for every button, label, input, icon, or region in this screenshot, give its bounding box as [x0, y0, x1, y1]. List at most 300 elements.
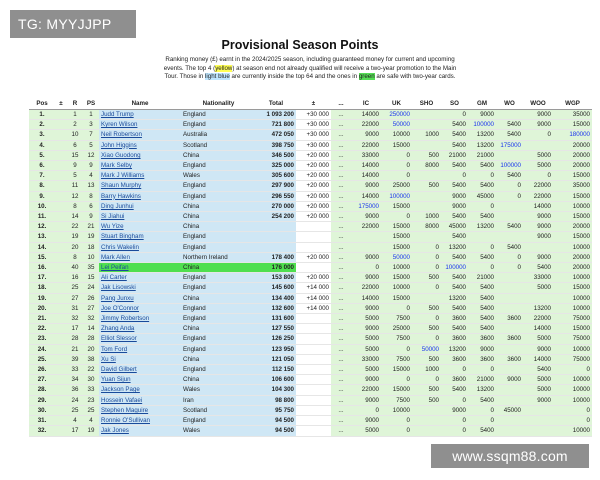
cell-name[interactable]: Si Jiahui [99, 212, 181, 222]
cell-rank-change [55, 222, 67, 232]
cell-wgp: 75000 [553, 334, 592, 344]
cell-wgp: 10000 [553, 375, 592, 385]
cell-woo [523, 416, 553, 426]
cell-pos: 15. [29, 252, 55, 262]
table-row [29, 120, 592, 130]
col-header-ellipsis: ... [331, 99, 351, 110]
cell-wo: 0 [496, 181, 523, 191]
cell-chg [296, 426, 331, 436]
cell-wo [496, 293, 523, 303]
cell-ic: 9000 [351, 303, 381, 313]
cell-ic: 5000 [351, 365, 381, 375]
cell-name[interactable]: Xiao Guodong [99, 150, 181, 160]
cell-r: 10 [67, 130, 83, 140]
cell-r: 33 [67, 365, 83, 375]
cell-ps: 7 [83, 130, 99, 140]
cell-ps: 35 [83, 263, 99, 273]
cell-pos: 10. [29, 201, 55, 211]
cell-woo: 33000 [523, 273, 553, 283]
cell-nat: England [181, 191, 256, 201]
cell-dots: ... [331, 324, 351, 334]
cell-name[interactable]: Lei Peifan [99, 263, 181, 273]
cell-rank-change [55, 405, 67, 415]
cell-name[interactable]: Jak Jones [99, 426, 181, 436]
cell-woo: 9000 [523, 252, 553, 262]
cell-nat: England [181, 232, 256, 242]
cell-so: 9000 [441, 201, 468, 211]
cell-woo [523, 405, 553, 415]
cell-gm: 0 [468, 416, 496, 426]
cell-total [256, 222, 296, 232]
cell-name[interactable]: Jimmy Robertson [99, 314, 181, 324]
cell-dots: ... [331, 110, 351, 120]
cell-nat: China [181, 201, 256, 211]
table-row [29, 201, 592, 211]
cell-woo [523, 293, 553, 303]
cell-total: 296 550 [256, 191, 296, 201]
cell-name[interactable]: Barry Hawkins [99, 191, 181, 201]
cell-pos: 32. [29, 426, 55, 436]
cell-chg [296, 263, 331, 273]
col-header-r[interactable]: R [67, 99, 83, 110]
cell-ps: 20 [83, 344, 99, 354]
cell-r: 28 [67, 334, 83, 344]
table-row [29, 161, 592, 171]
cell-total: 721 800 [256, 120, 296, 130]
cell-gm: 0 [468, 365, 496, 375]
cell-sho: 500 [412, 385, 441, 395]
cell-gm: 21000 [468, 273, 496, 283]
cell-r: 1 [67, 110, 83, 120]
cell-gm: 3600 [468, 354, 496, 364]
cell-name[interactable]: Neil Robertson [99, 130, 181, 140]
cell-name[interactable]: Chris Wakelin [99, 242, 181, 252]
cell-name[interactable]: Judd Trump [99, 110, 181, 120]
cell-ic: 14000 [351, 191, 381, 201]
cell-total [256, 232, 296, 242]
cell-name[interactable]: Tom Ford [99, 344, 181, 354]
cell-uk: 10000 [381, 405, 412, 415]
cell-sho: 500 [412, 395, 441, 405]
cell-nat: China [181, 212, 256, 222]
cell-dots: ... [331, 150, 351, 160]
cell-so: 13200 [441, 293, 468, 303]
cell-ic: 9000 [351, 130, 381, 140]
cell-so: 5400 [441, 232, 468, 242]
cell-so: 45000 [441, 222, 468, 232]
table-row [29, 212, 592, 222]
cell-wo: 3600 [496, 314, 523, 324]
cell-r: 2 [67, 120, 83, 130]
cell-pos: 14. [29, 242, 55, 252]
cell-pos: 18. [29, 283, 55, 293]
cell-r: 9 [67, 161, 83, 171]
cell-pos: 7. [29, 171, 55, 181]
cell-ic: 33000 [351, 354, 381, 364]
col-header-total-change[interactable]: ± [296, 99, 331, 110]
cell-wo [496, 416, 523, 426]
cell-pos: 11. [29, 212, 55, 222]
highlight-green: green [358, 73, 375, 81]
cell-total: 121 050 [256, 354, 296, 364]
cell-rank-change [55, 181, 67, 191]
cell-name[interactable]: Pang Junxu [99, 293, 181, 303]
cell-ps: 23 [83, 395, 99, 405]
cell-dots: ... [331, 426, 351, 436]
cell-ps: 33 [83, 385, 99, 395]
cell-ps: 3 [83, 120, 99, 130]
cell-total: 472 050 [256, 130, 296, 140]
cell-rank-change [55, 293, 67, 303]
cell-sho: 1000 [412, 365, 441, 375]
col-header-sho[interactable]: SHO [412, 99, 441, 110]
cell-gm: 5400 [468, 252, 496, 262]
table-row [29, 324, 592, 334]
cell-uk: 15000 [381, 201, 412, 211]
cell-ic: 22000 [351, 140, 381, 150]
table-row [29, 232, 592, 242]
cell-woo: 9000 [523, 395, 553, 405]
table-row [29, 171, 592, 181]
cell-ps: 21 [83, 222, 99, 232]
cell-nat: China [181, 263, 256, 273]
cell-woo [523, 140, 553, 150]
cell-dots: ... [331, 334, 351, 344]
cell-uk: 7500 [381, 395, 412, 405]
cell-so: 5400 [441, 385, 468, 395]
cell-gm: 5400 [468, 161, 496, 171]
cell-woo: 9000 [523, 232, 553, 242]
cell-uk: 50000 [381, 120, 412, 130]
cell-rank-change [55, 263, 67, 273]
cell-wo [496, 303, 523, 313]
cell-name[interactable]: Ding Junhui [99, 201, 181, 211]
cell-wgp: 10000 [553, 242, 592, 252]
col-header-name[interactable]: Name [99, 99, 181, 110]
cell-nat: China [181, 354, 256, 364]
cell-uk: 0 [381, 212, 412, 222]
cell-chg: +20 000 [296, 161, 331, 171]
cell-nat: China [181, 375, 256, 385]
cell-wo: 3600 [496, 334, 523, 344]
cell-gm: 21000 [468, 375, 496, 385]
cell-so: 5400 [441, 283, 468, 293]
cell-wgp: 10000 [553, 273, 592, 283]
cell-ic: 0 [351, 405, 381, 415]
table-row [29, 242, 592, 252]
cell-dots: ... [331, 201, 351, 211]
cell-pos: 22. [29, 324, 55, 334]
col-header-rank-change[interactable]: ± [55, 99, 67, 110]
cell-wo [496, 110, 523, 120]
cell-name[interactable]: Stuart Bingham [99, 232, 181, 242]
cell-wgp: 35000 [553, 181, 592, 191]
cell-woo: 14000 [523, 201, 553, 211]
cell-pos: 12. [29, 222, 55, 232]
cell-wgp: 0 [553, 416, 592, 426]
cell-r: 19 [67, 232, 83, 242]
col-header-ps[interactable]: PS [83, 99, 99, 110]
cell-wo [496, 395, 523, 405]
cell-ic: 14000 [351, 171, 381, 181]
cell-woo: 22000 [523, 191, 553, 201]
cell-name[interactable]: Wu Yize [99, 222, 181, 232]
cell-pos: 30. [29, 405, 55, 415]
cell-uk: 25000 [381, 324, 412, 334]
cell-total: 112 150 [256, 365, 296, 375]
table-body [29, 110, 592, 437]
cell-dots: ... [331, 283, 351, 293]
cell-sho: 500 [412, 181, 441, 191]
cell-rank-change [55, 395, 67, 405]
cell-r: 31 [67, 303, 83, 313]
col-header-total[interactable]: Total [256, 99, 296, 110]
cell-woo: 5000 [523, 150, 553, 160]
cell-name[interactable]: Jackson Page [99, 385, 181, 395]
cell-ps: 1 [83, 110, 99, 120]
cell-wo: 5400 [496, 171, 523, 181]
cell-wgp: 35000 [553, 110, 592, 120]
cell-r: 39 [67, 354, 83, 364]
cell-sho: 0 [412, 314, 441, 324]
cell-wgp: 20000 [553, 150, 592, 160]
cell-nat: England [181, 344, 256, 354]
cell-wgp: 10000 [553, 395, 592, 405]
cell-gm: 0 [468, 263, 496, 273]
cell-chg: +20 000 [296, 201, 331, 211]
cell-chg: +14 000 [296, 303, 331, 313]
cell-pos: 25. [29, 354, 55, 364]
cell-gm: 0 [468, 242, 496, 252]
cell-total: 398 750 [256, 140, 296, 150]
cell-wo: 0 [496, 252, 523, 262]
cell-uk: 0 [381, 426, 412, 436]
cell-wgp: 15000 [553, 212, 592, 222]
col-header-pos[interactable]: Pos [29, 99, 55, 110]
cell-r: 27 [67, 293, 83, 303]
cell-total: 132 600 [256, 303, 296, 313]
cell-dots: ... [331, 232, 351, 242]
cell-name[interactable]: Hossein Vafaei [99, 395, 181, 405]
cell-dots: ... [331, 385, 351, 395]
cell-nat: China [181, 324, 256, 334]
cell-gm: 5400 [468, 283, 496, 293]
cell-woo: 14000 [523, 354, 553, 364]
cell-nat: China [181, 222, 256, 232]
cell-rank-change [55, 120, 67, 130]
table-row [29, 395, 592, 405]
cell-wo: 5400 [496, 242, 523, 252]
cell-ic: 22000 [351, 120, 381, 130]
cell-nat: Scotland [181, 405, 256, 415]
cell-ps: 9 [83, 161, 99, 171]
cell-name[interactable]: Jak Lisowski [99, 283, 181, 293]
table-row [29, 375, 592, 385]
cell-dots: ... [331, 416, 351, 426]
col-header-so[interactable]: SO [441, 99, 468, 110]
cell-dots: ... [331, 191, 351, 201]
table-row [29, 150, 592, 160]
cell-name[interactable]: Mark J Williams [99, 171, 181, 181]
cell-name[interactable]: John Higgins [99, 140, 181, 150]
cell-pos: 9. [29, 191, 55, 201]
cell-wgp: 15000 [553, 171, 592, 181]
cell-gm: 100000 [468, 120, 496, 130]
cell-wo [496, 273, 523, 283]
cell-rank-change [55, 201, 67, 211]
cell-total: 131 600 [256, 314, 296, 324]
cell-dots: ... [331, 344, 351, 354]
cell-name[interactable]: Mark Selby [99, 161, 181, 171]
table-row [29, 283, 592, 293]
cell-chg [296, 375, 331, 385]
cell-r: 21 [67, 344, 83, 354]
cell-name[interactable]: Mark Allen [99, 252, 181, 262]
table-row [29, 405, 592, 415]
cell-wo [496, 150, 523, 160]
cell-uk: 0 [381, 161, 412, 171]
points-table [29, 99, 592, 437]
watermark-top: TG: MYYJJPP [10, 10, 136, 38]
cell-name[interactable]: Xu Si [99, 354, 181, 364]
table-row [29, 426, 592, 436]
cell-wgp: 20000 [553, 161, 592, 171]
cell-chg: +30 000 [296, 110, 331, 120]
cell-chg [296, 222, 331, 232]
cell-ps: 19 [83, 232, 99, 242]
cell-wo [496, 324, 523, 334]
cell-name[interactable]: Yuan Sijun [99, 375, 181, 385]
cell-pos: 2. [29, 120, 55, 130]
cell-so: 5400 [441, 273, 468, 283]
cell-rank-change [55, 426, 67, 436]
cell-r: 36 [67, 385, 83, 395]
cell-sho [412, 416, 441, 426]
cell-dots: ... [331, 171, 351, 181]
cell-rank-change [55, 130, 67, 140]
cell-sho: 500 [412, 150, 441, 160]
cell-chg: +30 000 [296, 140, 331, 150]
cell-uk: 15000 [381, 385, 412, 395]
cell-name[interactable]: Zhang Anda [99, 324, 181, 334]
cell-ic: 175000 [351, 201, 381, 211]
cell-wgp: 15000 [553, 283, 592, 293]
cell-total: 176 000 [256, 263, 296, 273]
cell-rank-change [55, 110, 67, 120]
cell-r: 5 [67, 171, 83, 181]
cell-name[interactable]: Elliot Slessor [99, 334, 181, 344]
cell-ps: 6 [83, 201, 99, 211]
col-header-wgp[interactable]: WGP [553, 99, 592, 110]
cell-name[interactable]: Ronnie O'Sullivan [99, 416, 181, 426]
cell-r: 16 [67, 273, 83, 283]
cell-dots: ... [331, 222, 351, 232]
cell-wo [496, 426, 523, 436]
cell-rank-change [55, 344, 67, 354]
watermark-bottom: www.ssqm88.com [431, 444, 589, 468]
cell-woo: 9000 [523, 110, 553, 120]
cell-sho: 500 [412, 354, 441, 364]
cell-sho: 500 [412, 303, 441, 313]
cell-nat: China [181, 150, 256, 160]
cell-sho [412, 201, 441, 211]
cell-gm: 21000 [468, 150, 496, 160]
cell-rank-change [55, 324, 67, 334]
cell-sho [412, 405, 441, 415]
cell-rank-change [55, 150, 67, 160]
cell-uk: 10000 [381, 283, 412, 293]
cell-gm: 13200 [468, 385, 496, 395]
col-header-woo[interactable]: WOO [523, 99, 553, 110]
cell-name[interactable]: Ali Carter [99, 273, 181, 283]
cell-uk: 0 [381, 303, 412, 313]
cell-r: 40 [67, 263, 83, 273]
cell-wo: 3600 [496, 354, 523, 364]
cell-name[interactable]: Shaun Murphy [99, 181, 181, 191]
cell-gm: 13200 [468, 130, 496, 140]
cell-total: 1 093 200 [256, 110, 296, 120]
cell-wo: 0 [496, 263, 523, 273]
cell-chg [296, 324, 331, 334]
cell-ic: 5000 [351, 344, 381, 354]
cell-nat: England [181, 314, 256, 324]
col-header-wo[interactable]: WO [496, 99, 523, 110]
cell-ic: 14000 [351, 293, 381, 303]
col-header-uk[interactable]: UK [381, 99, 412, 110]
cell-wo [496, 232, 523, 242]
cell-ps: 4 [83, 171, 99, 181]
col-header-gm[interactable]: GM [468, 99, 496, 110]
cell-sho: 0 [412, 334, 441, 344]
cell-so: 5400 [441, 181, 468, 191]
cell-dots: ... [331, 161, 351, 171]
cell-uk: 100000 [381, 191, 412, 201]
cell-ps: 14 [83, 324, 99, 334]
cell-sho: 0 [412, 283, 441, 293]
cell-wgp: 10000 [553, 344, 592, 354]
cell-so: 5400 [441, 212, 468, 222]
col-header-nationality[interactable]: Nationality [181, 99, 256, 110]
cell-sho: 0 [412, 252, 441, 262]
cell-r: 22 [67, 222, 83, 232]
table-row [29, 344, 592, 354]
cell-ps: 25 [83, 405, 99, 415]
cell-uk: 7500 [381, 354, 412, 364]
cell-wgp: 0 [553, 365, 592, 375]
cell-r: 6 [67, 140, 83, 150]
cell-chg [296, 344, 331, 354]
cell-name[interactable]: Joe O'Connor [99, 303, 181, 313]
cell-total: 134 400 [256, 293, 296, 303]
cell-pos: 1. [29, 110, 55, 120]
cell-name[interactable]: Stephen Maguire [99, 405, 181, 415]
cell-uk: 7500 [381, 314, 412, 324]
cell-sho: 0 [412, 263, 441, 273]
cell-dots: ... [331, 354, 351, 364]
cell-dots: ... [331, 293, 351, 303]
cell-name[interactable]: David Gilbert [99, 365, 181, 375]
cell-woo: 9000 [523, 222, 553, 232]
cell-wo [496, 201, 523, 211]
cell-chg [296, 365, 331, 375]
cell-ic: 22000 [351, 222, 381, 232]
cell-nat: England [181, 283, 256, 293]
cell-nat: England [181, 110, 256, 120]
col-header-ic[interactable]: IC [351, 99, 381, 110]
table-row [29, 273, 592, 283]
cell-ic: 9000 [351, 395, 381, 405]
cell-name[interactable]: Kyren Wilson [99, 120, 181, 130]
